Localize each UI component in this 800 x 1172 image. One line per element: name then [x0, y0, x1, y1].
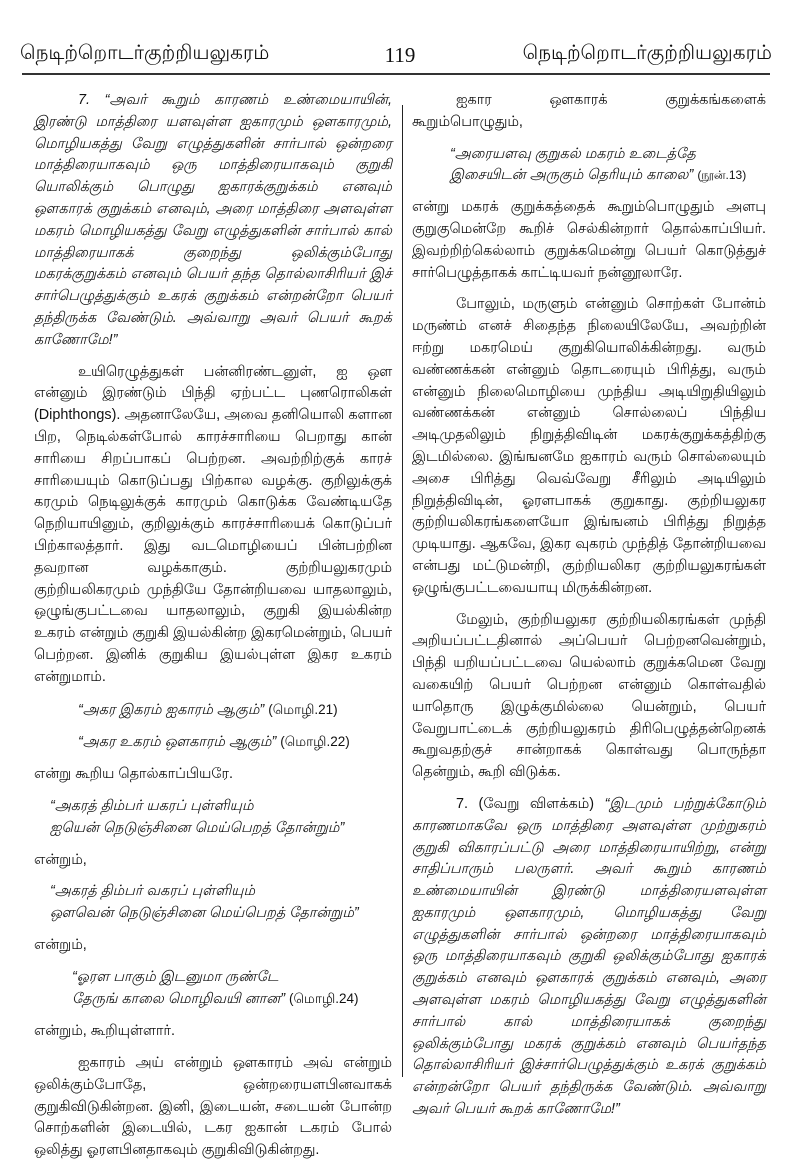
verse-line: ஔவென் நெடுஞ்சினை மெய்பெறத் தோன்றும்”: [50, 905, 359, 922]
right-column: [412, 90, 766, 1131]
paragraph: உயிரெழுத்துகள் பன்னிரண்டனுள், ஐ ஔ என்னும் இரண்டும் பிந்தி ஏற்பட்ட புணரொலிகள் (Diphthongs). அதனாலேயே, அவை தனியொலி களான பிற, நெடில்கள்போல் காரச்சாரியை பெறாது கான் சாரியை சிறப்பாகப் பெற்றன. அவற்றிற்குக் காரச் சாரியையும் கொடுப்பது பிற்கால வழக்கு. குறிலுக்குக் கரமும் நெடிலுக்குக் காரமும் கொடுக்க வேண்டியதே நெறியாயினும், குறிலுக்கும் காரச்சாரியைக் கொடுப்பர் பிற்காலத்தார். இது வடமொழியைப் பின்பற்றின தவறான வழக்காகும். குற்றியலுகரமும் குற்றியலிகரமும் முந்தியே தோன்றியவை யாதலாலும், ஒழுங்குபட்டவை யாதலாலும், குறுகி இயல்கின்ற உகரம் என்றும் குறுகி இயல்கின்ற இகரமென்றும், பெயர் பெற்றன. இனிக் குறுகிய இயல்புள்ள இகர உகரம் என்றுமாம்.: [34, 363, 392, 685]
verse-text: தேருங் காலை மொழிவயி னான”: [72, 991, 286, 1008]
header-rule: [22, 73, 770, 75]
quoted-explanation: “இடமும் பற்றுக்கோடும் காரணமாகவே ஒரு மாத்திரை அளவுள்ள முற்றுகரம் குறுகி விகாரப்பட்டு அரை மாத்திரையாயிற்று, என்று சாதிப்பாரும் பலருளர். அவர் கூறும் காரணம் உண்மையாயின் இரண்டு மாத்திரையளவுள்ள ஐகாரமும் ஔகாரமும், மொழியகத்து வேறு எழுத்துகளின் சார்பால் ஒன்றரை மாத்திரையாகவும் ஒரு மாத்திரையாகவும் குறுகி ஒலிக்கும்போது ஐகாரக் குறுக்கம் எனவும் ஔகாரக் குறுக்கம் எனவும், அரை அளவுள்ள மகரம் மொழியகத்து வேறு எழுத்துகளின் சார்பால் கால் மாத்திரையாகக் குறைந்து ஒலிக்கும்போது மகரக் குறுக்கம் எனவும் பெயர்தந்த தொல்லாசிரியர் இச்சார்பெழுத்துக்கும் உகரக் குறுக்கம் என்றன்றோ பெயர் தந்திருக்க வேண்டும். அவ்வாறு அவர் பெயர் கூறக் காணோமே!”: [412, 795, 767, 1118]
verse-line: “அகரத் திம்பர் யகரப் புள்ளியும்: [50, 797, 254, 814]
verse-quote: [34, 731, 392, 754]
verse-line: [78, 731, 392, 754]
verse-quote: [34, 967, 392, 1012]
paragraph-lead: 7. (வேறு விளக்கம்): [456, 795, 595, 812]
verse-quote: [34, 796, 392, 840]
verse-text: “அகர உகரம் ஔகாரம் ஆகும்”: [78, 734, 277, 751]
running-head-right: நெடிற்றொடர்குற்றியலுகரம்: [522, 42, 772, 64]
connector-text: என்றும், கூறியுள்ளார்.: [34, 1023, 175, 1040]
paragraph: [412, 794, 766, 1121]
connector-text: என்றும்,: [34, 936, 87, 953]
verse-line: [450, 165, 766, 187]
left-column: [34, 90, 392, 1172]
page-header: [20, 40, 780, 70]
column-divider: [402, 105, 403, 1077]
verse-line: “ஓரள பாகும் இடனுமா ருண்டே: [72, 968, 279, 985]
verse-line: [78, 699, 392, 722]
verse-quote: [412, 144, 766, 188]
verse-line: “அரையளவு குறுகல் மகரம் உடைத்தே: [450, 145, 696, 162]
verse-quote: [34, 699, 392, 722]
verse-line: ஐயென் நெடுஞ்சினை மெய்பெறத் தோன்றும்”: [50, 819, 345, 836]
citation: (மொழி.24): [289, 991, 359, 1007]
paragraph: என்று கூறிய தொல்காப்பியரே.: [34, 766, 233, 783]
paragraph: ஐகாரம் அய் என்றும் ஔகாரம் அவ் என்றும் ஒலிக்கும்போதே, ஒன்றரையளபினவாகக் குறுகிவிடுகின்றன. இனி, இடையன், சடையன் போன்ற சொற்களின் இடையில், டகர ஐகான் டகரம் போல் ஒலித்து ஓரளபினதாகவும் குறுகிவிடுகின்றது.: [34, 1055, 392, 1159]
paragraph: போலும், மருளும் என்னும் சொற்கள் போன்ம் மருண்ம் எனச் சிதைந்த நிலையிலேயே, அவற்றின் ஈற்று மகரமெய் குறுகியொலிக்கின்றது. வரும் வண்ணக்கன் என்னும் தொடரையும் பிரித்து, வரும் என்னும் நிலைமொழியை முந்திய அடியிறுதியிலும் வண்ணக்கன் என்னும் சொல்லைப் பிந்திய அடிமுதலிலும் நிறுத்திவிடின் மகரக்குறுக்கத்திற்கு இடமில்லை. இங்ஙனமே ஐகாரம் வரும் சொல்லையும் அசை பிரித்து வெவ்வேறு சீரிலும் அடியிலும் நிறுத்திவிடின், ஓரளபாகக் குறுகாது. குற்றியலுகர குற்றியலிகரங்களையோ இங்ஙனம் பிரித்து நிறுத்த முடியாது. ஆகவே, இகர வுகரம் முந்தித் தோன்றியவை என்பது மட்டுமன்றி, குற்றியலிகர குற்றியலுகரங்கள் ஒழுங்குபட்டவையாயு மிருக்கின்றன.: [412, 296, 766, 596]
verse-text: இசையிடன் அருகும் தெரியும் காலை”: [450, 167, 694, 184]
verse-quote: [34, 881, 392, 925]
connector-text: என்றும்,: [34, 851, 87, 868]
citation: (மொழி.21): [268, 701, 338, 717]
paragraph: ஐகார ஔகாரக் குறுக்கங்களைக் கூறும்பொழுதும்,: [412, 92, 766, 130]
citation: (மொழி.22): [280, 734, 350, 750]
verse-line: “அகரத் திம்பர் வகரப் புள்ளியும்: [50, 883, 256, 900]
verse-text: “அகர இகரம் ஐகாரம் ஆகும்”: [78, 701, 265, 718]
paragraph: மேலும், குற்றியலுகர குற்றியலிகரங்கள் முந்தி அறியப்பட்டதினால் அப்பெயர் பெற்றனவென்றும், பிந்தி யறியப்பட்டவை யெல்லாம் குறுக்கமென வேறு வகையிற் பெயர் பெற்றன என்னும் கொள்வதில் யாதொரு இழுக்குமில்லை யென்றும், பெயர் வேறுபாட்டைக் குற்றியலுகரம் திரிபெழுத்தன்றெனக் கூறுவதற்குச் சான்றாகக் கொள்வது பொருந்தா தென்றும், கூறி விடுக்க.: [412, 611, 766, 781]
paragraph: 7. “அவர் கூறும் காரணம் உண்மையாயின், இரண்டு மாத்திரை யளவுள்ள ஐகாரமும் ஔகாரமும், மொழியகத்து வேறு எழுத்துகளின் சார்பால் ஒன்றரை மாத்திரையாகவும் ஒரு மாத்திரையாகவும் குறுகி யொலிக்கும் பொழுது ஐகாரக்குறுக்கம் எனவும் ஔகாரக் குறுக்கம் எனவும், அரை மாத்திரை அளவுள்ள மகரம் மொழியகத்து வேறு எழுத்துகளின் சார்பால் கால் மாத்திரையாகக் குறைந்து ஒலிக்கும்போது மகரக்குறுக்கம் எனவும் பெயர் தந்த தொல்லாசிரியர் இச் சார்பெழுத்துக்கும் உகரக் குறுக்கம் என்றன்றோ பெயர் தந்திருக்க வேண்டும். அவ்வாறு அவர் பெயர் கூறக் காணோமே!”: [34, 92, 392, 348]
running-head-left: நெடிற்றொடர்குற்றியலுகரம்: [20, 42, 270, 64]
verse-line: [72, 988, 392, 1011]
paragraph: என்று மகரக் குறுக்கத்தைக் கூறும்பொழுதும் அளபு குறுகுமென்றே கூறிச் செல்கின்றார் தொல்காப்பியர். இவற்றிற்கெல்லாம் குறுக்கமென்று பெயர் கொடுத்துச் சார்பெழுத்தாகக் காட்டியவர் நன்னூலாரே.: [412, 199, 766, 281]
citation: (நூன்.13): [697, 168, 747, 183]
page-number: 119: [384, 43, 416, 67]
